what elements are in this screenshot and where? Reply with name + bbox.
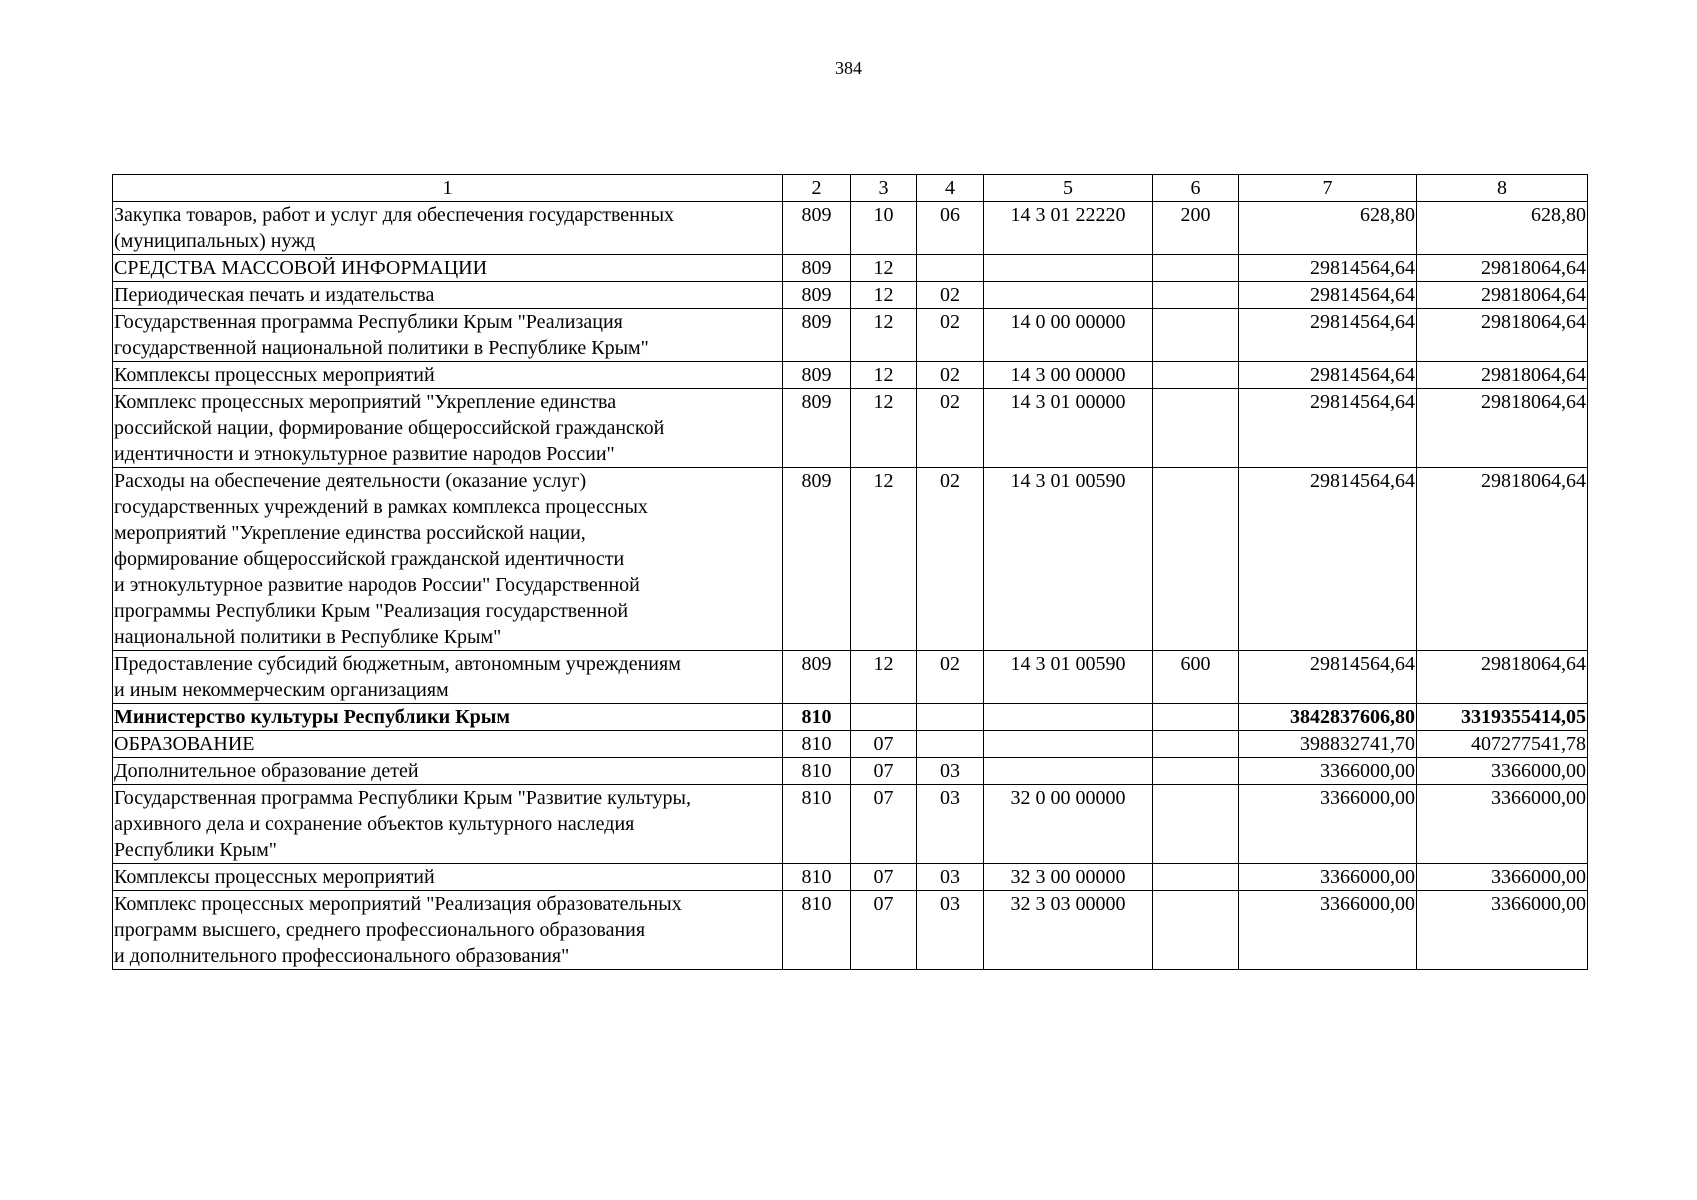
description-line: программ высшего, среднего профессионального образования bbox=[114, 919, 646, 941]
subsection-code-cell bbox=[917, 731, 984, 758]
amount-year1-cell: 3366000,00 bbox=[1239, 864, 1417, 891]
page-number: 384 bbox=[835, 58, 862, 78]
amount-year1-cell: 29814564,64 bbox=[1239, 282, 1417, 309]
description-line: Периодическая печать и издательства bbox=[114, 284, 435, 306]
section-code-cell: 07 bbox=[851, 785, 917, 864]
table-row bbox=[113, 282, 1588, 309]
admin-code-cell: 810 bbox=[783, 704, 851, 731]
description-line: Предоставление субсидий бюджетным, автономным учреждениям bbox=[114, 653, 681, 675]
table-row bbox=[113, 202, 1588, 255]
section-code-cell: 12 bbox=[851, 389, 917, 468]
target-article-cell: 32 3 00 00000 bbox=[984, 864, 1153, 891]
admin-code-cell: 809 bbox=[783, 362, 851, 389]
table-row bbox=[113, 785, 1588, 864]
row-description bbox=[113, 731, 783, 758]
target-article-cell: 32 3 03 00000 bbox=[984, 891, 1153, 970]
header-cell: 1 bbox=[113, 175, 783, 202]
expense-type-cell bbox=[1153, 362, 1239, 389]
subsection-code-cell: 03 bbox=[917, 864, 984, 891]
expense-type-cell bbox=[1153, 389, 1239, 468]
description-line: российской нации, формирование общероссийской гражданской bbox=[114, 417, 665, 439]
description-line: Дополнительное образование детей bbox=[114, 760, 419, 782]
amount-year2-cell: 29818064,64 bbox=[1417, 389, 1588, 468]
description-line: формирование общероссийской гражданской идентичности bbox=[114, 548, 625, 570]
expense-type-cell: 600 bbox=[1153, 651, 1239, 704]
admin-code-cell: 809 bbox=[783, 389, 851, 468]
subsection-code-cell: 03 bbox=[917, 891, 984, 970]
amount-year2-cell: 3366000,00 bbox=[1417, 891, 1588, 970]
amount-year2-cell: 29818064,64 bbox=[1417, 255, 1588, 282]
description-line: Комплексы процессных мероприятий bbox=[114, 866, 435, 888]
description-line: государственных учреждений в рамках комплекса процессных bbox=[114, 496, 648, 518]
description-line: (муниципальных) нужд bbox=[114, 230, 316, 252]
row-description bbox=[113, 891, 783, 970]
amount-year2-cell: 29818064,64 bbox=[1417, 309, 1588, 362]
row-description bbox=[113, 468, 783, 651]
expense-type-cell bbox=[1153, 309, 1239, 362]
expense-type-cell bbox=[1153, 758, 1239, 785]
amount-year1-cell: 3366000,00 bbox=[1239, 758, 1417, 785]
section-code-cell: 12 bbox=[851, 651, 917, 704]
amount-year1-cell: 3842837606,80 bbox=[1239, 704, 1417, 731]
row-description bbox=[113, 362, 783, 389]
expense-type-cell bbox=[1153, 864, 1239, 891]
section-code-cell: 07 bbox=[851, 864, 917, 891]
target-article-cell: 14 3 01 00000 bbox=[984, 389, 1153, 468]
header-cell: 7 bbox=[1239, 175, 1417, 202]
section-code-cell: 07 bbox=[851, 731, 917, 758]
section-code-cell: 07 bbox=[851, 891, 917, 970]
description-line: и дополнительного профессионального образования" bbox=[114, 945, 570, 967]
expense-type-cell: 200 bbox=[1153, 202, 1239, 255]
row-description bbox=[113, 704, 783, 731]
description-line: СРЕДСТВА МАССОВОЙ ИНФОРМАЦИИ bbox=[114, 257, 488, 279]
row-description bbox=[113, 651, 783, 704]
header-cell: 2 bbox=[783, 175, 851, 202]
description-line: Республики Крым" bbox=[114, 839, 277, 861]
subsection-code-cell: 02 bbox=[917, 282, 984, 309]
expense-type-cell bbox=[1153, 785, 1239, 864]
amount-year2-cell: 3366000,00 bbox=[1417, 864, 1588, 891]
admin-code-cell: 810 bbox=[783, 891, 851, 970]
expense-type-cell bbox=[1153, 731, 1239, 758]
subsection-code-cell: 06 bbox=[917, 202, 984, 255]
admin-code-cell: 809 bbox=[783, 651, 851, 704]
amount-year2-cell: 29818064,64 bbox=[1417, 468, 1588, 651]
row-description bbox=[113, 864, 783, 891]
amount-year1-cell: 29814564,64 bbox=[1239, 362, 1417, 389]
target-article-cell bbox=[984, 731, 1153, 758]
subsection-code-cell: 02 bbox=[917, 309, 984, 362]
target-article-cell: 14 3 01 00590 bbox=[984, 468, 1153, 651]
description-line: ОБРАЗОВАНИЕ bbox=[114, 733, 255, 755]
target-article-cell bbox=[984, 704, 1153, 731]
amount-year2-cell: 407277541,78 bbox=[1417, 731, 1588, 758]
row-description bbox=[113, 758, 783, 785]
header-cell: 3 bbox=[851, 175, 917, 202]
row-description bbox=[113, 389, 783, 468]
row-description bbox=[113, 785, 783, 864]
amount-year1-cell: 398832741,70 bbox=[1239, 731, 1417, 758]
table-row bbox=[113, 309, 1588, 362]
section-code-cell: 10 bbox=[851, 202, 917, 255]
description-line: и иным некоммерческим организациям bbox=[114, 679, 449, 701]
admin-code-cell: 810 bbox=[783, 785, 851, 864]
target-article-cell bbox=[984, 758, 1153, 785]
admin-code-cell: 810 bbox=[783, 731, 851, 758]
admin-code-cell: 810 bbox=[783, 758, 851, 785]
expense-type-cell bbox=[1153, 891, 1239, 970]
admin-code-cell: 809 bbox=[783, 468, 851, 651]
amount-year1-cell: 3366000,00 bbox=[1239, 891, 1417, 970]
table-row bbox=[113, 362, 1588, 389]
expense-type-cell bbox=[1153, 704, 1239, 731]
description-line: идентичности и этнокультурное развитие народов России" bbox=[114, 443, 615, 465]
target-article-cell: 14 3 01 22220 bbox=[984, 202, 1153, 255]
description-line: программы Республики Крым "Реализация государственной bbox=[114, 600, 629, 622]
amount-year2-cell: 3366000,00 bbox=[1417, 785, 1588, 864]
amount-year1-cell: 628,80 bbox=[1239, 202, 1417, 255]
description-line: Закупка товаров, работ и услуг для обеспечения государственных bbox=[114, 204, 675, 226]
target-article-cell: 14 3 00 00000 bbox=[984, 362, 1153, 389]
expense-type-cell bbox=[1153, 282, 1239, 309]
budget-table bbox=[112, 174, 1588, 970]
subsection-code-cell: 02 bbox=[917, 362, 984, 389]
amount-year1-cell: 29814564,64 bbox=[1239, 255, 1417, 282]
expense-type-cell bbox=[1153, 468, 1239, 651]
subsection-code-cell bbox=[917, 704, 984, 731]
section-code-cell: 07 bbox=[851, 758, 917, 785]
section-code-cell: 12 bbox=[851, 255, 917, 282]
header-cell: 8 bbox=[1417, 175, 1588, 202]
table-row bbox=[113, 864, 1588, 891]
amount-year2-cell: 628,80 bbox=[1417, 202, 1588, 255]
description-line: Комплексы процессных мероприятий bbox=[114, 364, 435, 386]
description-line: Государственная программа Республики Крым "Реализация bbox=[114, 311, 623, 333]
expense-type-cell bbox=[1153, 255, 1239, 282]
table-row bbox=[113, 891, 1588, 970]
section-code-cell: 12 bbox=[851, 468, 917, 651]
amount-year2-cell: 3319355414,05 bbox=[1417, 704, 1588, 731]
amount-year1-cell: 29814564,64 bbox=[1239, 389, 1417, 468]
subsection-code-cell: 03 bbox=[917, 758, 984, 785]
table-row bbox=[113, 704, 1588, 731]
subsection-code-cell bbox=[917, 255, 984, 282]
admin-code-cell: 809 bbox=[783, 282, 851, 309]
header-cell: 5 bbox=[984, 175, 1153, 202]
admin-code-cell: 809 bbox=[783, 255, 851, 282]
subsection-code-cell: 02 bbox=[917, 468, 984, 651]
section-code-cell: 12 bbox=[851, 362, 917, 389]
table-row bbox=[113, 468, 1588, 651]
description-line: Государственная программа Республики Крым "Развитие культуры, bbox=[114, 787, 691, 809]
description-line: государственной национальной политики в Республике Крым" bbox=[114, 337, 649, 359]
table-header-row bbox=[113, 175, 1588, 202]
description-line: архивного дела и сохранение объектов культурного наследия bbox=[114, 813, 635, 835]
table-row bbox=[113, 255, 1588, 282]
admin-code-cell: 809 bbox=[783, 202, 851, 255]
section-code-cell bbox=[851, 704, 917, 731]
row-description bbox=[113, 282, 783, 309]
amount-year2-cell: 29818064,64 bbox=[1417, 282, 1588, 309]
table-row bbox=[113, 731, 1588, 758]
admin-code-cell: 809 bbox=[783, 309, 851, 362]
row-description bbox=[113, 202, 783, 255]
target-article-cell bbox=[984, 282, 1153, 309]
amount-year2-cell: 29818064,64 bbox=[1417, 362, 1588, 389]
description-line: Комплекс процессных мероприятий "Реализация образовательных bbox=[114, 893, 682, 915]
row-description bbox=[113, 255, 783, 282]
amount-year2-cell: 3366000,00 bbox=[1417, 758, 1588, 785]
table-row bbox=[113, 758, 1588, 785]
description-line: национальной политики в Республике Крым" bbox=[114, 626, 502, 648]
admin-code-cell: 810 bbox=[783, 864, 851, 891]
description-line: мероприятий "Укрепление единства российской нации, bbox=[114, 522, 586, 544]
amount-year1-cell: 29814564,64 bbox=[1239, 651, 1417, 704]
target-article-cell: 14 3 01 00590 bbox=[984, 651, 1153, 704]
description-line: Министерство культуры Республики Крым bbox=[114, 706, 510, 728]
description-line: Расходы на обеспечение деятельности (оказание услуг) bbox=[114, 470, 587, 492]
section-code-cell: 12 bbox=[851, 309, 917, 362]
subsection-code-cell: 02 bbox=[917, 651, 984, 704]
subsection-code-cell: 02 bbox=[917, 389, 984, 468]
amount-year1-cell: 29814564,64 bbox=[1239, 468, 1417, 651]
target-article-cell bbox=[984, 255, 1153, 282]
table-row bbox=[113, 651, 1588, 704]
amount-year1-cell: 29814564,64 bbox=[1239, 309, 1417, 362]
header-cell: 6 bbox=[1153, 175, 1239, 202]
subsection-code-cell: 03 bbox=[917, 785, 984, 864]
description-line: и этнокультурное развитие народов России" Государственной bbox=[114, 574, 640, 596]
description-line: Комплекс процессных мероприятий "Укрепление единства bbox=[114, 391, 617, 413]
target-article-cell: 14 0 00 00000 bbox=[984, 309, 1153, 362]
row-description bbox=[113, 309, 783, 362]
header-cell: 4 bbox=[917, 175, 984, 202]
amount-year1-cell: 3366000,00 bbox=[1239, 785, 1417, 864]
section-code-cell: 12 bbox=[851, 282, 917, 309]
target-article-cell: 32 0 00 00000 bbox=[984, 785, 1153, 864]
amount-year2-cell: 29818064,64 bbox=[1417, 651, 1588, 704]
table-row bbox=[113, 389, 1588, 468]
